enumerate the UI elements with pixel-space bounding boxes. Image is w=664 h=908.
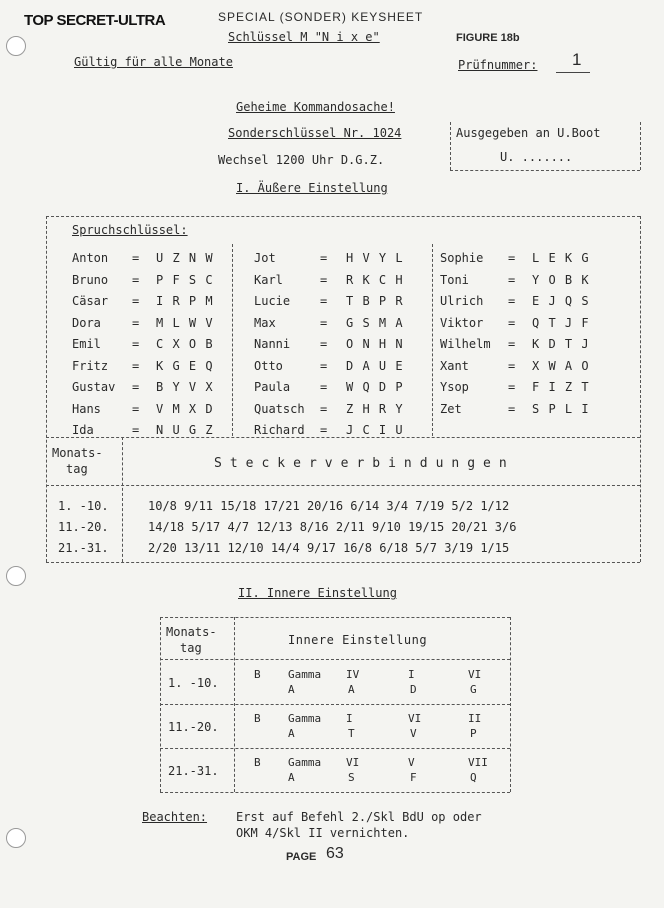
inner-setting-w2b: T <box>348 727 355 740</box>
change-time: Wechsel 1200 Uhr D.G.Z. <box>218 153 385 167</box>
stecker-header-bottom <box>46 485 640 486</box>
spruch-equals: = <box>320 337 328 351</box>
stecker-day-3: 21.-31. <box>58 541 109 555</box>
spruch-right-border <box>640 216 641 562</box>
spruch-name: Karl <box>254 273 283 287</box>
spruch-code: N U G Z <box>156 423 214 437</box>
spruch-name: Zet <box>440 402 462 416</box>
inner-setting-w1b: A <box>288 727 295 740</box>
spruch-equals: = <box>132 423 140 437</box>
inner-setting-w1b: A <box>288 683 295 696</box>
inner-setting-w4b: G <box>470 683 477 696</box>
spruch-left-border <box>46 216 47 562</box>
spruch-name: Paula <box>254 380 291 394</box>
page-number: 63 <box>326 845 344 862</box>
spruch-name: Gustav <box>72 380 116 394</box>
spruch-equals: = <box>132 359 140 373</box>
stecker-pairs-1: 10/8 9/11 15/18 17/21 20/16 6/14 3/4 7/19 5/2 1/12 <box>148 499 510 513</box>
stecker-pairs-2: 14/18 5/17 4/7 12/13 8/16 2/11 9/10 19/15 20/21 3/6 <box>148 520 517 534</box>
spruch-equals: = <box>132 402 140 416</box>
check-label: Prüfnummer: <box>458 58 538 72</box>
stecker-month-label-2: tag <box>66 462 88 476</box>
spruch-equals: = <box>132 273 140 287</box>
issued-right-border <box>640 122 641 170</box>
inner-setting-w3a: I <box>408 668 415 681</box>
valid-line: Gültig für alle Monate <box>74 55 233 69</box>
spruch-equals: = <box>132 251 140 265</box>
spruch-name: Toni <box>440 273 469 287</box>
inner-setting-w2a: I <box>346 712 353 725</box>
stecker-top-border <box>46 437 640 438</box>
spruch-code: H V Y L <box>346 251 404 265</box>
inner-setting-w3b: F <box>410 771 417 784</box>
spruch-code: R K C H <box>346 273 404 287</box>
inner-setting-w1b: A <box>288 771 295 784</box>
issued-label: Ausgegeben an U.Boot <box>456 126 601 140</box>
spruch-code: M L W V <box>156 316 214 330</box>
spruch-code: P F S C <box>156 273 214 287</box>
spruch-equals: = <box>320 316 328 330</box>
stecker-month-label-1: Monats- <box>52 446 103 460</box>
inner-right-border <box>510 617 511 792</box>
inner-setting-b: B <box>254 756 261 769</box>
inner-month-label-2: tag <box>180 641 202 655</box>
issued-left-border <box>450 122 451 170</box>
spruch-code: D A U E <box>346 359 404 373</box>
spruch-equals: = <box>508 359 516 373</box>
spruch-col-divider-2 <box>432 244 433 436</box>
stecker-day-1: 1. -10. <box>58 499 109 513</box>
spruch-equals: = <box>508 251 516 265</box>
stecker-day-2: 11.-20. <box>58 520 109 534</box>
spruch-name: Hans <box>72 402 101 416</box>
spruch-name: Nanni <box>254 337 291 351</box>
spruch-name: Xant <box>440 359 469 373</box>
spruch-name: Fritz <box>72 359 109 373</box>
spruch-name: Jot <box>254 251 276 265</box>
punch-hole-middle <box>6 566 26 586</box>
inner-setting-w3a: VI <box>408 712 422 725</box>
spruch-equals: = <box>320 402 328 416</box>
punch-hole-bottom <box>6 828 26 848</box>
stecker-day-divider <box>122 437 123 562</box>
check-number: 1 <box>572 50 582 69</box>
inner-setting-w4b: P <box>470 727 477 740</box>
spruch-code: L E K G <box>532 251 590 265</box>
page-label: PAGE <box>286 851 317 863</box>
spruch-name: Sophie <box>440 251 484 265</box>
inner-setting-w2a: VI <box>346 756 360 769</box>
spruch-code: V M X D <box>156 402 214 416</box>
spruch-equals: = <box>508 337 516 351</box>
spruch-name: Max <box>254 316 276 330</box>
spruch-equals: = <box>132 380 140 394</box>
inner-row-divider-1 <box>160 704 510 705</box>
spruch-name: Richard <box>254 423 305 437</box>
spruch-name: Ysop <box>440 380 469 394</box>
spruch-code: J C I U <box>346 423 404 437</box>
spruch-name: Ida <box>72 423 94 437</box>
spruch-equals: = <box>320 251 328 265</box>
spruch-code: T B P R <box>346 294 404 308</box>
inner-day: 11.-20. <box>168 720 219 734</box>
spruch-top-border <box>46 216 640 217</box>
spruch-equals: = <box>508 294 516 308</box>
inner-setting-w4a: VI <box>468 668 482 681</box>
spruch-code: E J Q S <box>532 294 590 308</box>
spruch-name: Emil <box>72 337 101 351</box>
inner-heading: Innere Einstellung <box>288 633 428 647</box>
stecker-pairs-3: 2/20 13/11 12/10 14/4 9/17 16/8 6/18 5/7 3/19 1/15 <box>148 541 510 555</box>
spruch-name: Bruno <box>72 273 109 287</box>
note-label: Beachten: <box>142 810 208 824</box>
inner-setting-w1a: Gamma <box>288 712 322 725</box>
inner-setting-w3a: V <box>408 756 415 769</box>
spruch-equals: = <box>132 316 140 330</box>
inner-setting-w2b: S <box>348 771 355 784</box>
spruch-name: Anton <box>72 251 109 265</box>
spruch-code: U Z N W <box>156 251 214 265</box>
spruch-name: Dora <box>72 316 101 330</box>
spruch-code: K D T J <box>532 337 590 351</box>
spruch-equals: = <box>508 316 516 330</box>
inner-day: 1. -10. <box>168 676 219 690</box>
spruch-code: Q T J F <box>532 316 590 330</box>
spruch-code: W Q D P <box>346 380 404 394</box>
inner-row-divider-2 <box>160 748 510 749</box>
spruch-code: O N H N <box>346 337 404 351</box>
spruch-equals: = <box>320 423 328 437</box>
spruch-equals: = <box>320 273 328 287</box>
spruch-equals: = <box>320 380 328 394</box>
inner-bottom-border <box>160 792 510 793</box>
inner-setting-w4a: II <box>468 712 482 725</box>
spruch-name: Viktor <box>440 316 484 330</box>
check-underline <box>556 72 590 73</box>
stecker-bottom-border <box>46 562 640 563</box>
spruch-code: X W A O <box>532 359 590 373</box>
punch-hole-top <box>6 36 26 56</box>
spruch-equals: = <box>320 359 328 373</box>
spruch-equals: = <box>132 337 140 351</box>
inner-setting-w3b: V <box>410 727 417 740</box>
inner-top-border <box>160 617 510 618</box>
section-inner-heading: II. Innere Einstellung <box>238 586 397 600</box>
figure-label: FIGURE 18b <box>456 32 520 44</box>
spruch-code: I R P M <box>156 294 214 308</box>
spruch-code: B Y V X <box>156 380 214 394</box>
note-line-2: OKM 4/Skl II vernichten. <box>236 826 410 840</box>
key-number: Sonderschlüssel Nr. 1024 <box>228 126 402 140</box>
spruch-name: Ulrich <box>440 294 484 308</box>
stecker-heading: Steckerverbindungen <box>214 456 515 471</box>
spruch-name: Quatsch <box>254 402 305 416</box>
spruch-equals: = <box>320 294 328 308</box>
inner-setting-w1a: Gamma <box>288 668 322 681</box>
inner-setting-b: B <box>254 668 261 681</box>
spruch-name: Lucie <box>254 294 291 308</box>
spruch-code: F I Z T <box>532 380 590 394</box>
spruch-code: Y O B K <box>532 273 590 287</box>
section-outer-heading: I. Äußere Einstellung <box>236 181 388 195</box>
inner-setting-w4a: VII <box>468 756 488 769</box>
special-heading: SPECIAL (SONDER) KEYSHEET <box>218 10 424 24</box>
spruch-code: C X O B <box>156 337 214 351</box>
spruch-code: G S M A <box>346 316 404 330</box>
secret-line: Geheime Kommandosache! <box>236 100 395 114</box>
inner-setting-w1a: Gamma <box>288 756 322 769</box>
issued-value: U. ....... <box>500 150 573 164</box>
spruch-name: Cäsar <box>72 294 109 308</box>
spruch-code: S P L I <box>532 402 590 416</box>
spruch-code: K G E Q <box>156 359 214 373</box>
spruch-name: Wilhelm <box>440 337 491 351</box>
inner-setting-w4b: Q <box>470 771 477 784</box>
note-line-1: Erst auf Befehl 2./Skl BdU op oder <box>236 810 482 824</box>
spruch-name: Otto <box>254 359 283 373</box>
spruch-label: Spruchschlüssel: <box>72 223 188 237</box>
key-title: Schlüssel M "N i x e" <box>228 30 380 44</box>
inner-setting-w2b: A <box>348 683 355 696</box>
spruch-equals: = <box>508 402 516 416</box>
inner-day: 21.-31. <box>168 764 219 778</box>
inner-setting-w3b: D <box>410 683 417 696</box>
spruch-equals: = <box>508 380 516 394</box>
inner-month-label-1: Monats- <box>166 625 217 639</box>
spruch-equals: = <box>132 294 140 308</box>
issued-bottom-border <box>450 170 640 171</box>
inner-header-bottom <box>160 659 510 660</box>
inner-setting-w2a: IV <box>346 668 360 681</box>
spruch-col-divider-1 <box>232 244 233 436</box>
spruch-code: Z H R Y <box>346 402 404 416</box>
spruch-equals: = <box>508 273 516 287</box>
classification-stamp: TOP SECRET-ULTRA <box>24 12 166 29</box>
inner-setting-b: B <box>254 712 261 725</box>
